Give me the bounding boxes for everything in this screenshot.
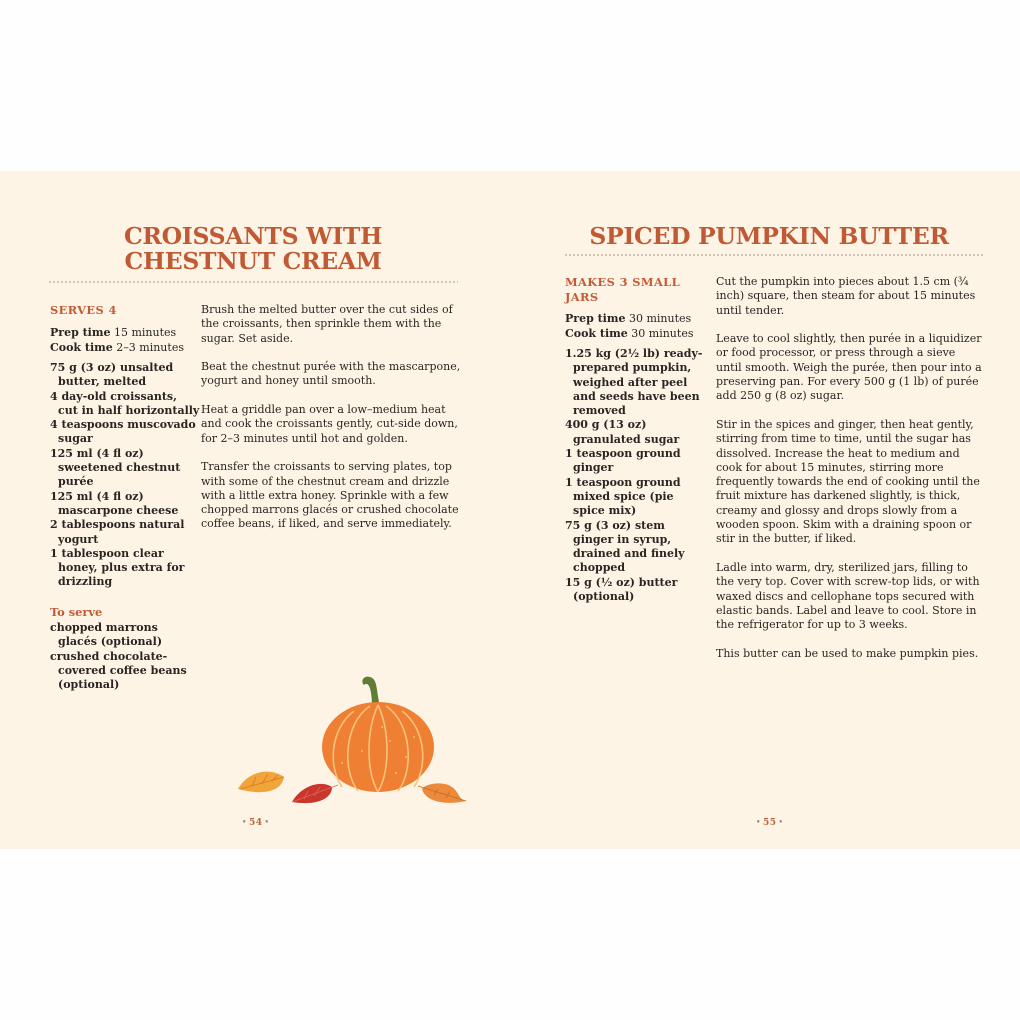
method-step: Brush the melted butter over the cut sides of the croissants, then sprinkle them with the sugar. Set aside. — [201, 303, 453, 345]
ingredient-item: 125 ml (4 fl oz) sweetened chestnut purée — [50, 446, 181, 489]
prep-time: Prep time 15 minutes — [50, 326, 177, 339]
serves-label: MAKES 3 SMALL JARS — [565, 275, 681, 304]
leaf-icon — [418, 783, 466, 802]
method-step: Ladle into warm, dry, sterilized jars, filling to the very top. Cover with screw-top lids, or with waxed discs and cellophane tops secured with elastic bands. Label and leave to cool. Store in the refrigerator for up to 3 weeks. — [716, 560, 980, 632]
times-block — [565, 311, 693, 341]
pumpkin-illustration — [230, 671, 480, 811]
ingredient-item: 1.25 kg (2½ lb) ready-prepared pumpkin, weighed after peel and seeds have been removed — [565, 347, 703, 418]
dotted-divider — [564, 254, 984, 256]
cook-time: Cook time 30 minutes — [565, 327, 694, 340]
times-block — [50, 325, 184, 355]
ingredient-item: 1 teaspoon ground ginger — [565, 447, 681, 475]
prep-time: Prep time 30 minutes — [565, 312, 692, 325]
method-text — [716, 275, 984, 675]
ingredient-list — [565, 347, 705, 604]
method-step: Leave to cool slightly, then purée in a liquidizer or food processor, or press through a sieve until smooth. Weigh the purée, then pour into a preserving pan. For every 500 g (1 lb) of purée add 250 g (8 oz) sugar. — [716, 332, 982, 403]
method-step: Transfer the croissants to serving plates, top with some of the chestnut cream and drizzle with a little extra honey. Sprinkle with a few chopped marrons glacés or crushed chocolate coffee beans, if liked, and serve immediately. — [201, 460, 459, 531]
ingredient-item: 4 teaspoons muscovado sugar — [50, 418, 196, 446]
book-spread — [0, 171, 1020, 849]
to-serve-list — [50, 621, 200, 692]
method-step: Cut the pumpkin into pieces about 1.5 cm (¾ inch) square, then steam for about 15 minutes until tender. — [716, 275, 976, 317]
ingredient-item: 75 g (3 oz) unsalted butter, melted — [50, 361, 174, 389]
method-text — [201, 303, 463, 546]
method-step: This butter can be used to make pumpkin pies. — [716, 646, 979, 660]
serve-item: chopped marrons glacés (optional) — [50, 621, 163, 649]
title-line-1: CROISSANTS WITH — [123, 222, 383, 250]
ingredient-item: 1 tablespoon clear honey, plus extra for drizzling — [50, 546, 185, 589]
leaf-icon — [292, 784, 338, 803]
ingredient-item: 125 ml (4 fl oz) mascarpone cheese — [50, 489, 179, 517]
ingredient-item: 400 g (13 oz) granulated sugar — [565, 418, 680, 446]
ingredient-item: 75 g (3 oz) stem ginger in syrup, drained and finely chopped — [565, 518, 685, 575]
right-page — [510, 171, 1020, 849]
ingredient-item: 4 day-old croissants, cut in half horizontally — [50, 389, 200, 417]
recipe-title: SPICED PUMPKIN BUTTER — [589, 222, 949, 250]
ingredient-item: 15 g (½ oz) butter (optional) — [565, 575, 678, 604]
pumpkin-icon — [322, 677, 434, 792]
page-number: • 55 • — [756, 817, 784, 828]
dotted-divider — [48, 281, 458, 283]
serves-label: SERVES 4 — [50, 303, 117, 317]
method-step: Stir in the spices and ginger, then heat gently, stirring from time to time, until the sugar has dissolved. Increase the heat to medium and cook for about 15 minutes, stirring more frequently towards the end of cooking until the fruit mixture has darkened slightly, is thick, creamy and glossy and drops slowly from a wooden spoon. Skim with a draining spoon or stir in the butter, if liked. — [716, 417, 980, 546]
serve-item: crushed chocolate-covered coffee beans (optional) — [50, 649, 187, 692]
title-line-2: CHESTNUT CREAM — [124, 247, 382, 275]
ingredient-item: 1 teaspoon ground mixed spice (pie spice mix) — [565, 475, 681, 518]
leaf-icon — [238, 772, 284, 793]
cook-time: Cook time 2–3 minutes — [50, 341, 184, 354]
method-step: Heat a griddle pan over a low–medium heat and cook the croissants gently, cut-side down, for 2–3 minutes until hot and golden. — [201, 403, 458, 445]
recipe-title — [48, 224, 458, 274]
page-number: • 54 • — [242, 817, 270, 828]
ingredient-item: 2 tablespoons natural yogurt — [50, 518, 185, 546]
method-step: Beat the chestnut purée with the mascarpone, yogurt and honey until smooth. — [201, 360, 461, 388]
ingredient-list — [50, 361, 200, 590]
to-serve-heading: To serve — [50, 605, 103, 619]
left-page — [0, 171, 510, 849]
